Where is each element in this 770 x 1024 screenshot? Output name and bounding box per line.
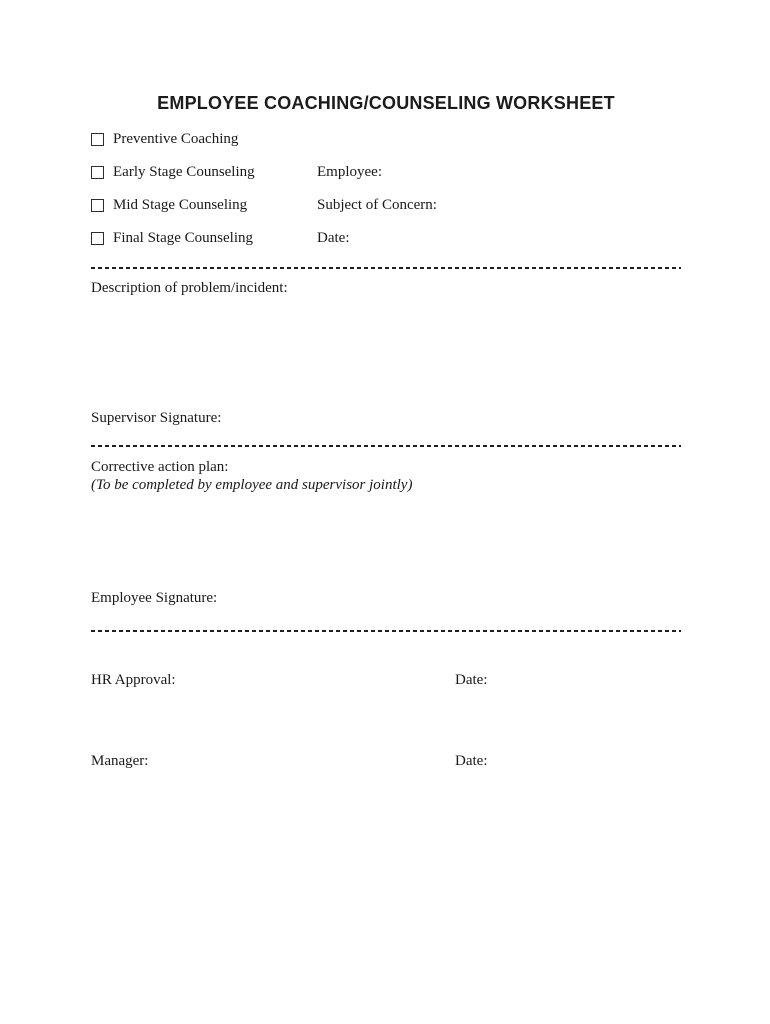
early-stage-counseling-checkbox[interactable] (91, 166, 104, 179)
hr-approval-date-label: Date: (455, 672, 488, 688)
employee-signature-label: Employee Signature: (91, 590, 218, 606)
supervisor-signature-fill-area[interactable] (225, 406, 681, 430)
subject-of-concern-field-label: Subject of Concern: (317, 197, 437, 213)
description-fill-area[interactable] (91, 300, 681, 405)
stage-row-preventive-coaching (91, 130, 238, 148)
stage-row-early-stage-counseling (91, 163, 255, 181)
manager-fill-area[interactable] (160, 749, 445, 773)
employee-field-label: Employee: (317, 164, 382, 180)
mid-stage-counseling-label: Mid Stage Counseling (113, 197, 248, 213)
date-fill-area[interactable] (355, 226, 681, 248)
preventive-coaching-checkbox[interactable] (91, 133, 104, 146)
corrective-plan-fill-area[interactable] (91, 498, 681, 583)
section-divider-3 (91, 630, 681, 632)
mid-stage-counseling-checkbox[interactable] (91, 199, 104, 212)
date-field-label: Date: (317, 230, 350, 246)
employee-fill-area[interactable] (388, 160, 681, 182)
form-title: EMPLOYEE COACHING/COUNSELING WORKSHEET (157, 93, 615, 113)
corrective-plan-note: (To be completed by employee and supervisor jointly) (91, 477, 413, 493)
section-divider-2 (91, 445, 681, 447)
manager-date-fill-area[interactable] (495, 749, 681, 773)
hr-approval-date-fill-area[interactable] (495, 668, 681, 692)
subject-of-concern-fill-area[interactable] (430, 193, 681, 215)
corrective-plan-label: Corrective action plan: (91, 459, 229, 475)
manager-date-label: Date: (455, 753, 488, 769)
hr-approval-fill-area[interactable] (180, 668, 445, 692)
stage-row-final-stage-counseling (91, 229, 253, 247)
hr-approval-label: HR Approval: (91, 672, 176, 688)
early-stage-counseling-label: Early Stage Counseling (113, 164, 255, 180)
final-stage-counseling-label: Final Stage Counseling (113, 230, 253, 246)
employee-signature-fill-area[interactable] (215, 586, 681, 610)
stage-row-mid-stage-counseling (91, 196, 247, 214)
final-stage-counseling-checkbox[interactable] (91, 232, 104, 245)
section-divider-1 (91, 267, 681, 269)
preventive-coaching-label: Preventive Coaching (113, 131, 239, 147)
description-label: Description of problem/incident: (91, 280, 288, 296)
supervisor-signature-label: Supervisor Signature: (91, 410, 222, 426)
manager-label: Manager: (91, 753, 149, 769)
